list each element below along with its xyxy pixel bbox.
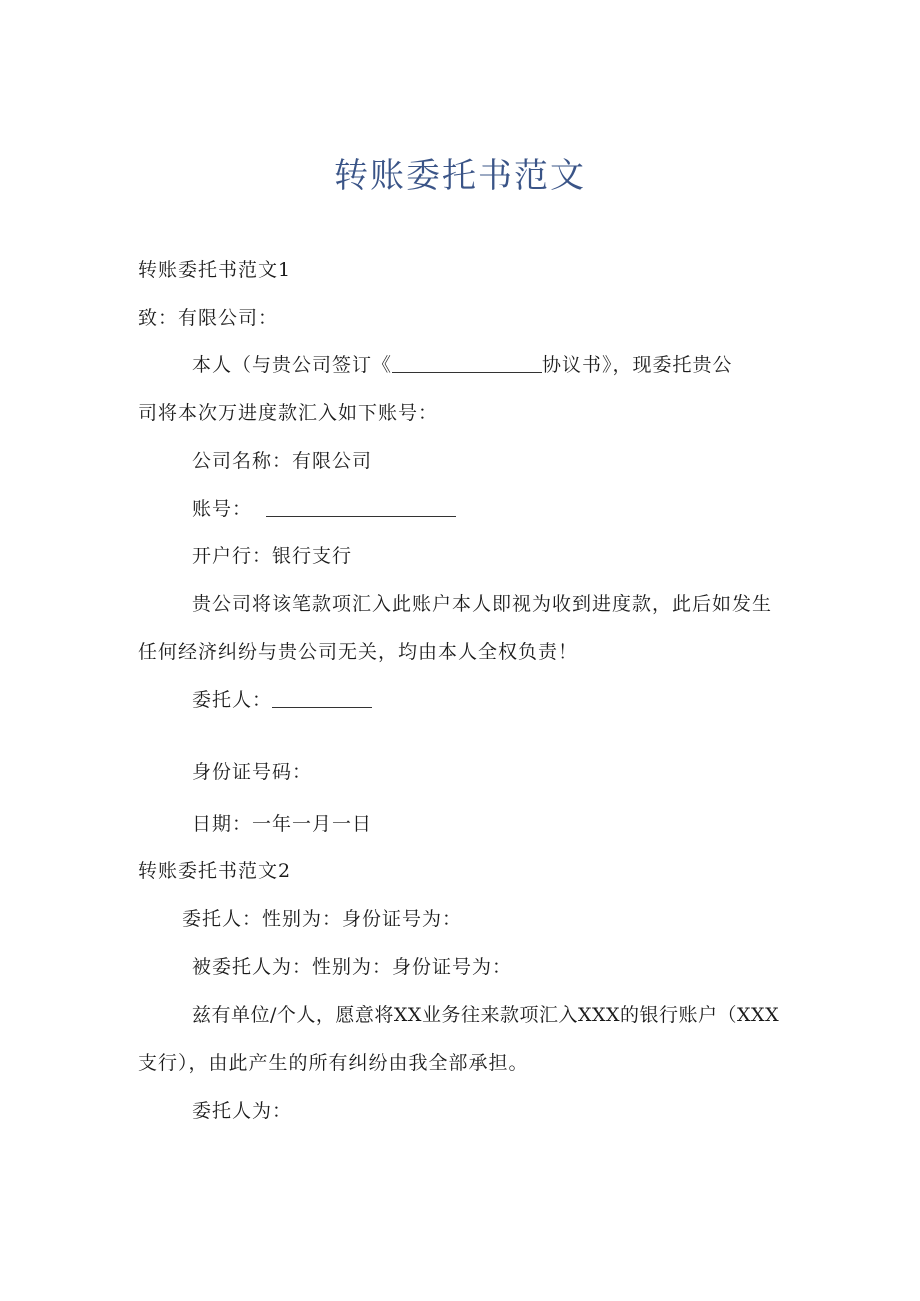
principal-line <box>192 686 372 714</box>
addressee-line: 致：有限公司： <box>138 307 279 329</box>
bank-line: 开户行：银行支行 <box>192 545 353 567</box>
account-line <box>192 495 456 523</box>
paragraph-1-line-2: 司将本次万进度款汇入如下账号： <box>138 402 439 424</box>
agreement-name-blank <box>392 354 542 373</box>
agent-info-line: 被委托人为：性别为：身份证号为： <box>192 956 513 978</box>
paragraph-2-line-1: 贵公司将该笔款项汇入此账户本人即视为收到进度款，此后如发生 <box>192 593 773 615</box>
paragraph-1-start: 本人（与贵公司签订《 <box>192 354 393 376</box>
paragraph-3-line-2: 支行），由此产生的所有纠纷由我全部承担。 <box>138 1052 529 1074</box>
section-heading-1: 转账委托书范文1 <box>138 259 292 281</box>
section-heading-2: 转账委托书范文2 <box>138 860 292 882</box>
id-number-line: 身份证号码： <box>192 761 313 783</box>
principal-signature-line: 委托人为： <box>192 1100 293 1122</box>
date-line: 日期：一年一月一日 <box>192 813 373 835</box>
paragraph-2-line-2: 任何经济纠纷与贵公司无关，均由本人全权负责！ <box>138 641 579 663</box>
document-title: 转账委托书范文 <box>334 156 586 196</box>
account-number-blank <box>266 498 456 517</box>
account-label: 账号： <box>192 498 253 520</box>
company-name-line: 公司名称：有限公司 <box>192 450 373 472</box>
principal-info-line: 委托人：性别为：身份证号为： <box>182 908 463 930</box>
paragraph-3-line-1: 兹有单位/个人，愿意将XX业务往来款项汇入XXX的银行账户（XXX <box>192 1004 780 1026</box>
paragraph-1-end: 协议书》，现委托贵公 <box>542 354 733 376</box>
paragraph-1-line-1 <box>192 351 733 379</box>
principal-label: 委托人： <box>192 689 273 711</box>
principal-name-blank <box>272 689 372 708</box>
